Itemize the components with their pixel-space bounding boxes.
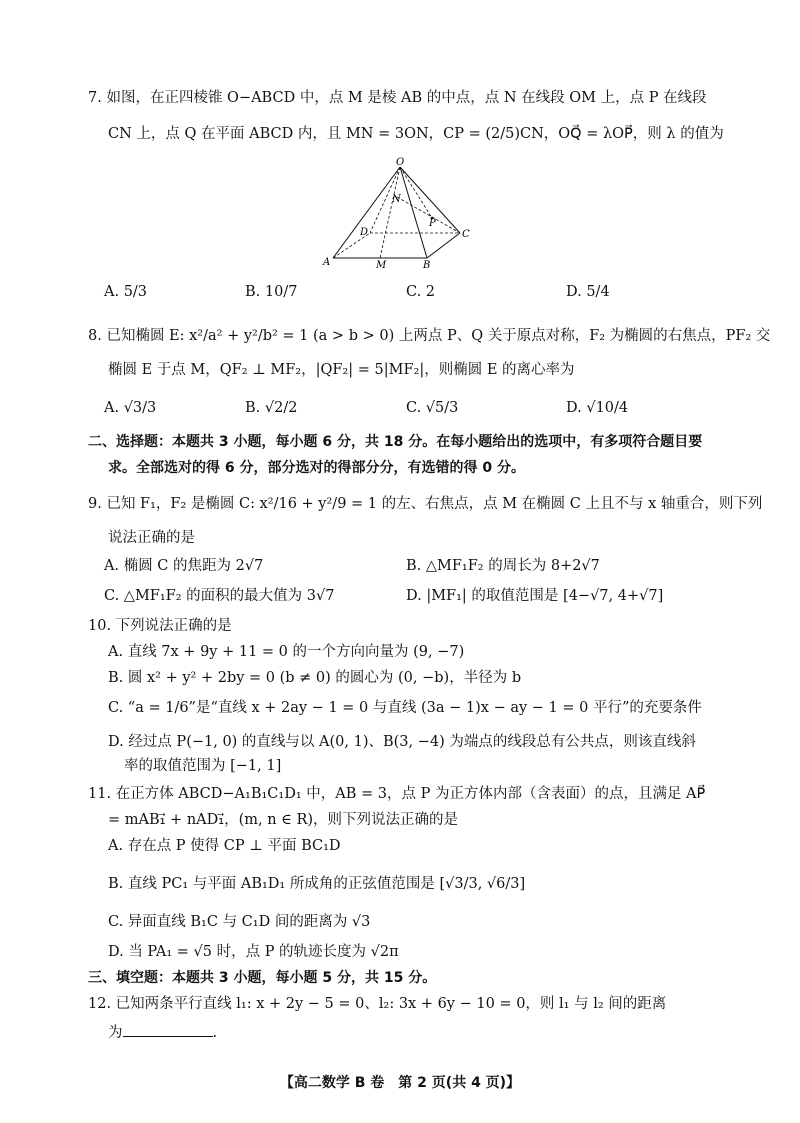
section3-heading: 三、填空题：本题共 3 小题，每小题 5 分，共 15 分。 [88, 970, 437, 986]
q8-option-d: D. √10/4 [566, 400, 629, 416]
q8-option-a: A. √3/3 [104, 400, 157, 416]
q9-line2: 说法正确的是 [108, 530, 195, 546]
q7-line2: CN 上，点 Q 在平面 ABCD 内，且 MN = 3ON，CP = (2/5)CN，OQ⃗ = λOP⃗，则 λ 的值为 [108, 126, 724, 142]
label-A: A [323, 257, 331, 268]
q7-option-b: B. 10/7 [245, 284, 298, 300]
q10-option-d-cont: 率的取值范围为 [−1, 1] [124, 758, 282, 774]
q12-line1: 12. 已知两条平行直线 l₁: x + 2y − 5 = 0、l₂: 3x + 6y − 10 = 0，则 l₁ 与 l₂ 间的距离 [88, 996, 667, 1012]
q10-option-a: A. 直线 7x + 9y + 11 = 0 的一个方向向量为 (9, −7) [108, 644, 465, 660]
q8-option-b: B. √2/2 [245, 400, 298, 416]
q9-option-a: A. 椭圆 C 的焦距为 2√7 [104, 558, 264, 574]
label-N: N [392, 194, 401, 205]
label-M: M [376, 260, 387, 270]
label-P: P [429, 218, 436, 229]
q10-option-b: B. 圆 x² + y² + 2by = 0 (b ≠ 0) 的圆心为 (0, −b)，半径为 b [108, 670, 522, 686]
q7-option-c: C. 2 [406, 284, 436, 300]
label-O: O [396, 157, 405, 168]
q7-option-a: A. 5/3 [104, 284, 148, 300]
section2-heading-line1: 二、选择题：本题共 3 小题，每小题 6 分，共 18 分。在每小题给出的选项中，有多项符合题目要 [88, 434, 703, 450]
q11-option-c: C. 异面直线 B₁C 与 C₁D 间的距离为 √3 [108, 914, 371, 930]
q11-line1: 11. 在正方体 ABCD−A₁B₁C₁D₁ 中，AB = 3，点 P 为正方体内部（含表面）的点，且满足 AP⃗ [88, 786, 706, 802]
q8-option-c: C. √5/3 [406, 400, 459, 416]
q11-option-b: B. 直线 PC₁ 与平面 AB₁D₁ 所成角的正弦值范围是 [√3/3, √6/3] [108, 876, 526, 892]
q8-line2: 椭圆 E 于点 M，QF₂ ⊥ MF₂，|QF₂| = 5|MF₂|，则椭圆 E 的离心率为 [108, 362, 575, 378]
pyramid-figure [320, 155, 490, 270]
label-B: B [423, 260, 431, 270]
q10-option-d: D. 经过点 P(−1, 0) 的直线与以 A(0, 1)、B(3, −4) 为端点的线段总有公共点，则该直线斜 [108, 734, 696, 750]
q12-answer-blank[interactable] [123, 1022, 213, 1037]
q12-prefix: 为 [108, 1025, 123, 1041]
q10-option-c: C. “a = 1/6”是“直线 x + 2ay − 1 = 0 与直线 (3a − 1)x − ay − 1 = 0 平行”的充要条件 [108, 700, 702, 716]
page-footer: 【高二数学 B 卷 第 2 页(共 4 页)】 [279, 1075, 521, 1091]
q10-line1: 10. 下列说法正确的是 [88, 618, 232, 634]
q9-line1: 9. 已知 F₁，F₂ 是椭圆 C: x²/16 + y²/9 = 1 的左、右焦点，点 M 在椭圆 C 上且不与 x 轴重合，则下列 [88, 496, 763, 512]
section2-heading-line2: 求。全部选对的得 6 分，部分选对的得部分分，有选错的得 0 分。 [108, 460, 525, 476]
q11-option-a: A. 存在点 P 使得 CP ⊥ 平面 BC₁D [108, 838, 341, 854]
label-D: D [360, 227, 369, 238]
q12-suffix: . [212, 1025, 218, 1041]
q8-line1: 8. 已知椭圆 E: x²/a² + y²/b² = 1 (a > b > 0) 上两点 P、Q 关于原点对称，F₂ 为椭圆的右焦点，PF₂ 交 [88, 328, 771, 344]
q9-option-d: D. |MF₁| 的取值范围是 [4−√7, 4+√7] [406, 588, 664, 604]
q11-option-d: D. 当 PA₁ = √5 时，点 P 的轨迹长度为 √2π [108, 944, 399, 960]
q12-line2 [108, 1022, 217, 1043]
q9-option-b: B. △MF₁F₂ 的周长为 8+2√7 [406, 558, 600, 574]
label-C: C [462, 229, 470, 240]
q7-line1: 7. 如图，在正四棱锥 O−ABCD 中，点 M 是棱 AB 的中点，点 N 在线段 OM 上，点 P 在线段 [88, 90, 707, 106]
q11-line2: = mAB₁⃗ + nAD₁⃗，(m, n ∈ R)，则下列说法正确的是 [108, 812, 459, 828]
q9-option-c: C. △MF₁F₂ 的面积的最大值为 3√7 [104, 588, 335, 604]
q7-option-d: D. 5/4 [566, 284, 610, 300]
